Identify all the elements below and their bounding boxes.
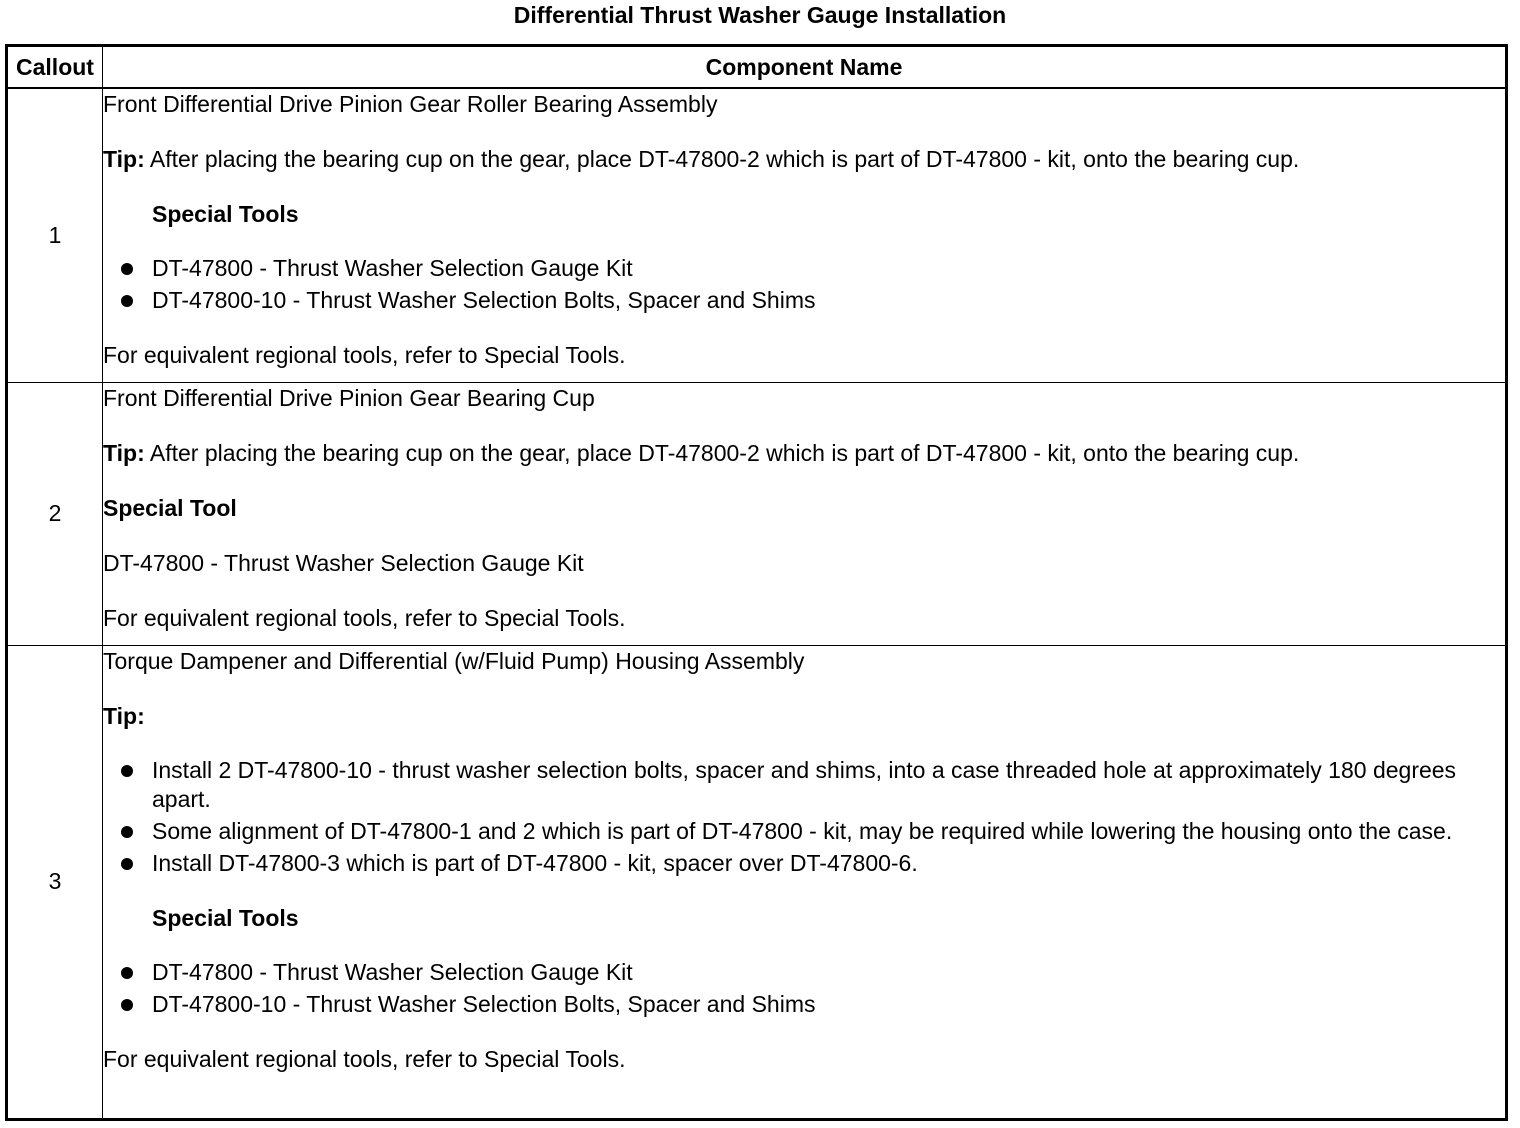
bullet-icon — [121, 765, 133, 777]
list-item — [103, 756, 1505, 814]
list-item — [103, 849, 1505, 878]
tip-paragraph — [103, 438, 1505, 468]
table-header-row — [7, 46, 1507, 89]
tip-item-text: Install 2 DT-47800-10 - thrust washer selection bolts, spacer and shims, into a case threaded hole at approximately 180 degrees apart. — [152, 756, 1457, 812]
callout-column-header: Callout — [7, 46, 103, 89]
bullet-icon — [121, 295, 133, 307]
component-cell — [103, 645, 1507, 1119]
page-title: Differential Thrust Washer Gauge Installation — [513, 2, 1007, 28]
table-row — [7, 88, 1507, 382]
special-tools-list — [103, 958, 1505, 1019]
special-tool-heading: Special Tool — [103, 494, 237, 521]
tool-text: DT-47800 - Thrust Washer Selection Gauge Kit — [152, 255, 633, 281]
tip-paragraph — [103, 144, 1505, 174]
callout-number: 3 — [7, 645, 103, 1119]
tip-label: Tip: — [103, 146, 145, 172]
component-name: Torque Dampener and Differential (w/Fluid Pump) Housing Assembly — [103, 647, 805, 674]
component-cell — [103, 382, 1507, 645]
table-row — [7, 382, 1507, 645]
list-item — [103, 958, 1505, 987]
component-name: Front Differential Drive Pinion Gear Roller Bearing Assembly — [103, 91, 718, 117]
list-item — [103, 990, 1505, 1019]
tips-list — [103, 756, 1505, 878]
special-tools-heading: Special Tools — [152, 904, 299, 931]
callout-number: 2 — [7, 382, 103, 645]
tip-label: Tip: — [103, 439, 145, 466]
callout-number: 1 — [7, 88, 103, 382]
tip-label: Tip: — [103, 702, 145, 729]
tip-text: After placing the bearing cup on the gear, place DT-47800-2 which is part of DT-47800 - kit, onto the bearing cup. — [144, 439, 1300, 466]
bullet-icon — [121, 826, 133, 838]
special-tool-text: DT-47800 - Thrust Washer Selection Gauge Kit — [103, 549, 584, 576]
component-table — [5, 44, 1508, 1121]
component-cell — [103, 88, 1507, 382]
list-item — [103, 286, 1505, 315]
tip-item-text: Some alignment of DT-47800-1 and 2 which is part of DT-47800 - kit, may be required while lowering the housing onto the case. — [152, 817, 1453, 844]
special-tools-list — [103, 254, 1505, 315]
regional-tools-note: For equivalent regional tools, refer to Special Tools. — [103, 604, 626, 631]
regional-tools-note: For equivalent regional tools, refer to Special Tools. — [103, 342, 626, 368]
tool-text: DT-47800-10 - Thrust Washer Selection Bolts, Spacer and Shims — [152, 287, 816, 313]
table-row — [7, 645, 1507, 1119]
bullet-icon — [121, 263, 133, 275]
bullet-icon — [121, 858, 133, 870]
bullet-icon — [121, 999, 133, 1011]
component-name-column-header: Component Name — [103, 46, 1507, 89]
list-item — [103, 254, 1505, 283]
special-tools-heading: Special Tools — [152, 201, 299, 227]
bullet-icon — [121, 967, 133, 979]
tip-text: After placing the bearing cup on the gear, place DT-47800-2 which is part of DT-47800 - kit, onto the bearing cup. — [144, 146, 1300, 172]
tool-text: DT-47800 - Thrust Washer Selection Gauge Kit — [152, 958, 633, 985]
list-item — [103, 817, 1505, 846]
regional-tools-note: For equivalent regional tools, refer to Special Tools. — [103, 1045, 626, 1072]
tip-item-text: Install DT-47800-3 which is part of DT-47800 - kit, spacer over DT-47800-6. — [152, 849, 918, 876]
component-name: Front Differential Drive Pinion Gear Bearing Cup — [103, 384, 595, 411]
tool-text: DT-47800-10 - Thrust Washer Selection Bolts, Spacer and Shims — [152, 990, 816, 1017]
